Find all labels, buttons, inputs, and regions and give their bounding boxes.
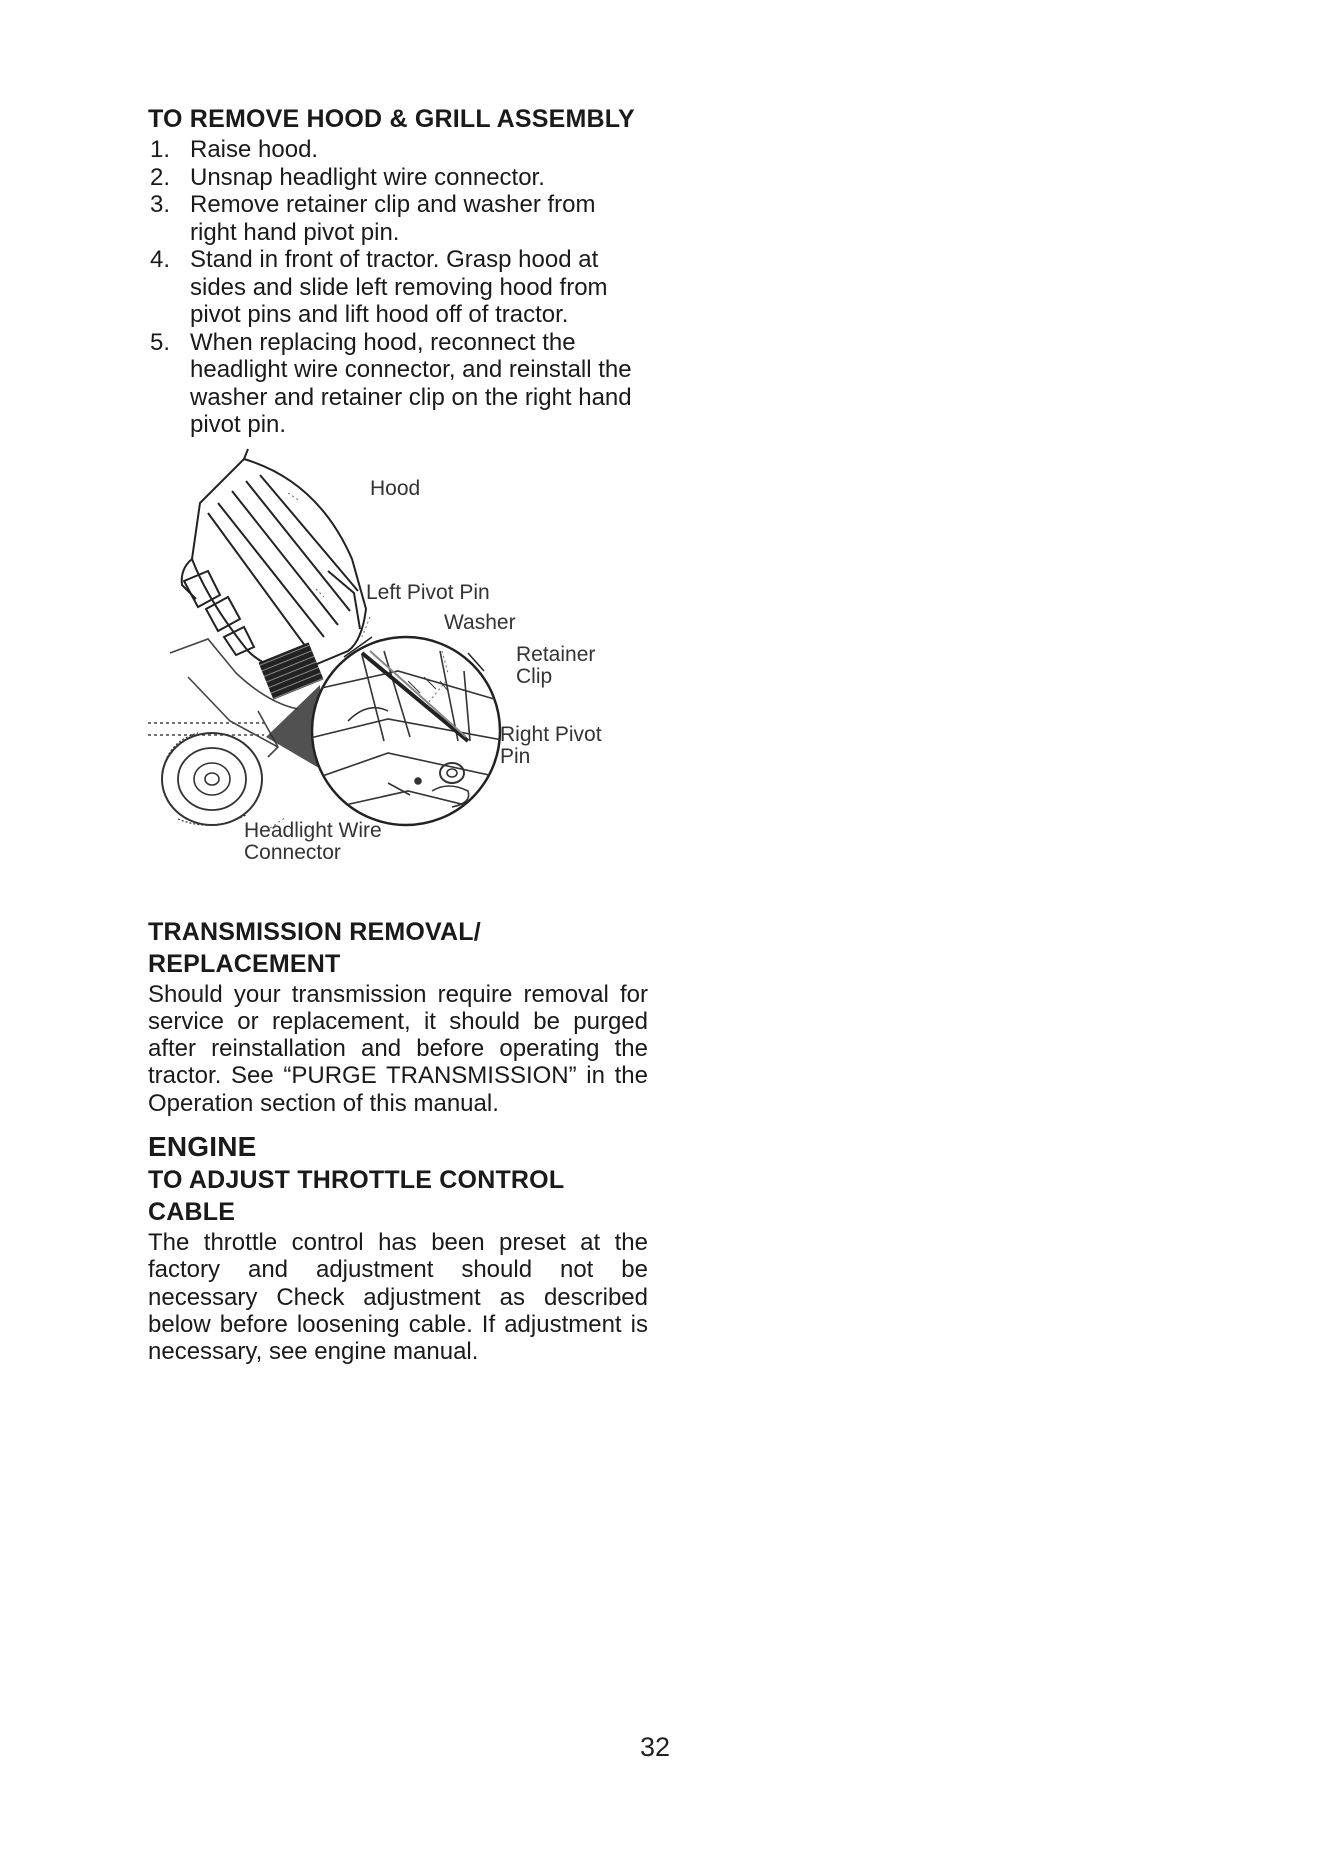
- tractor-hood-drawing: [148, 441, 648, 909]
- list-item: 1. Raise hood.: [150, 136, 319, 163]
- transmission-section-title-line2: REPLACEMENT: [148, 949, 341, 978]
- hood-section-title: TO REMOVE HOOD & GRILL ASSEMBLY: [148, 105, 635, 133]
- retainer-clip-label-line2: Clip: [516, 664, 553, 688]
- throttle-subtitle-line1: TO ADJUST THROTTLE CONTROL: [148, 1165, 565, 1194]
- engine-section-title: ENGINE: [148, 1130, 257, 1162]
- washer-label: Washer: [444, 610, 516, 634]
- page-content: [148, 104, 648, 1365]
- throttle-subtitle-line2: CABLE: [148, 1197, 236, 1226]
- throttle-body-text: The throttle control has been preset at the factory and adjustment should not be necessary Check adjustment as described below before loosening cable. If adjustment is necessary, see engine manual.: [148, 1228, 648, 1366]
- retainer-clip-label-line1: Retainer: [516, 642, 596, 666]
- page-number: 32: [640, 1732, 671, 1762]
- right-pivot-pin-label-line2: Pin: [500, 744, 531, 768]
- left-pivot-pin-label: Left Pivot Pin: [366, 580, 490, 604]
- pivot-pin-detail: [298, 637, 508, 825]
- hood-removal-illustration: [148, 441, 648, 909]
- front-wheel: [162, 733, 262, 825]
- list-item: 3. Remove retainer clip and washer from right hand pivot pin.: [150, 191, 596, 246]
- transmission-section-title-line1: TRANSMISSION REMOVAL/: [148, 917, 481, 946]
- right-pivot-pin-label-line1: Right Pivot: [500, 722, 602, 746]
- hood-removal-steps: [148, 136, 648, 439]
- transmission-body-text: Should your transmission require removal for service or replacement, it should be purged after reinstallation and before operating the tractor. See “PURGE TRANSMISSION” in the Operation section of this manual.: [148, 980, 648, 1117]
- headlight-wire-label-line1: Headlight Wire: [244, 818, 382, 842]
- list-item: 5. When replacing hood, reconnect the headlight wire connector, and reinstall the washer and retainer clip on the right hand pivot pin.: [150, 328, 632, 438]
- hood-shape: [182, 449, 366, 671]
- hood-label: Hood: [370, 476, 421, 500]
- headlight-wire-label-line2: Connector: [244, 840, 341, 864]
- list-item: 4. Stand in front of tractor. Grasp hood at sides and slide left removing hood from pivot pins and lift hood off of tractor.: [150, 246, 608, 328]
- list-item: 2. Unsnap headlight wire connector.: [150, 163, 545, 191]
